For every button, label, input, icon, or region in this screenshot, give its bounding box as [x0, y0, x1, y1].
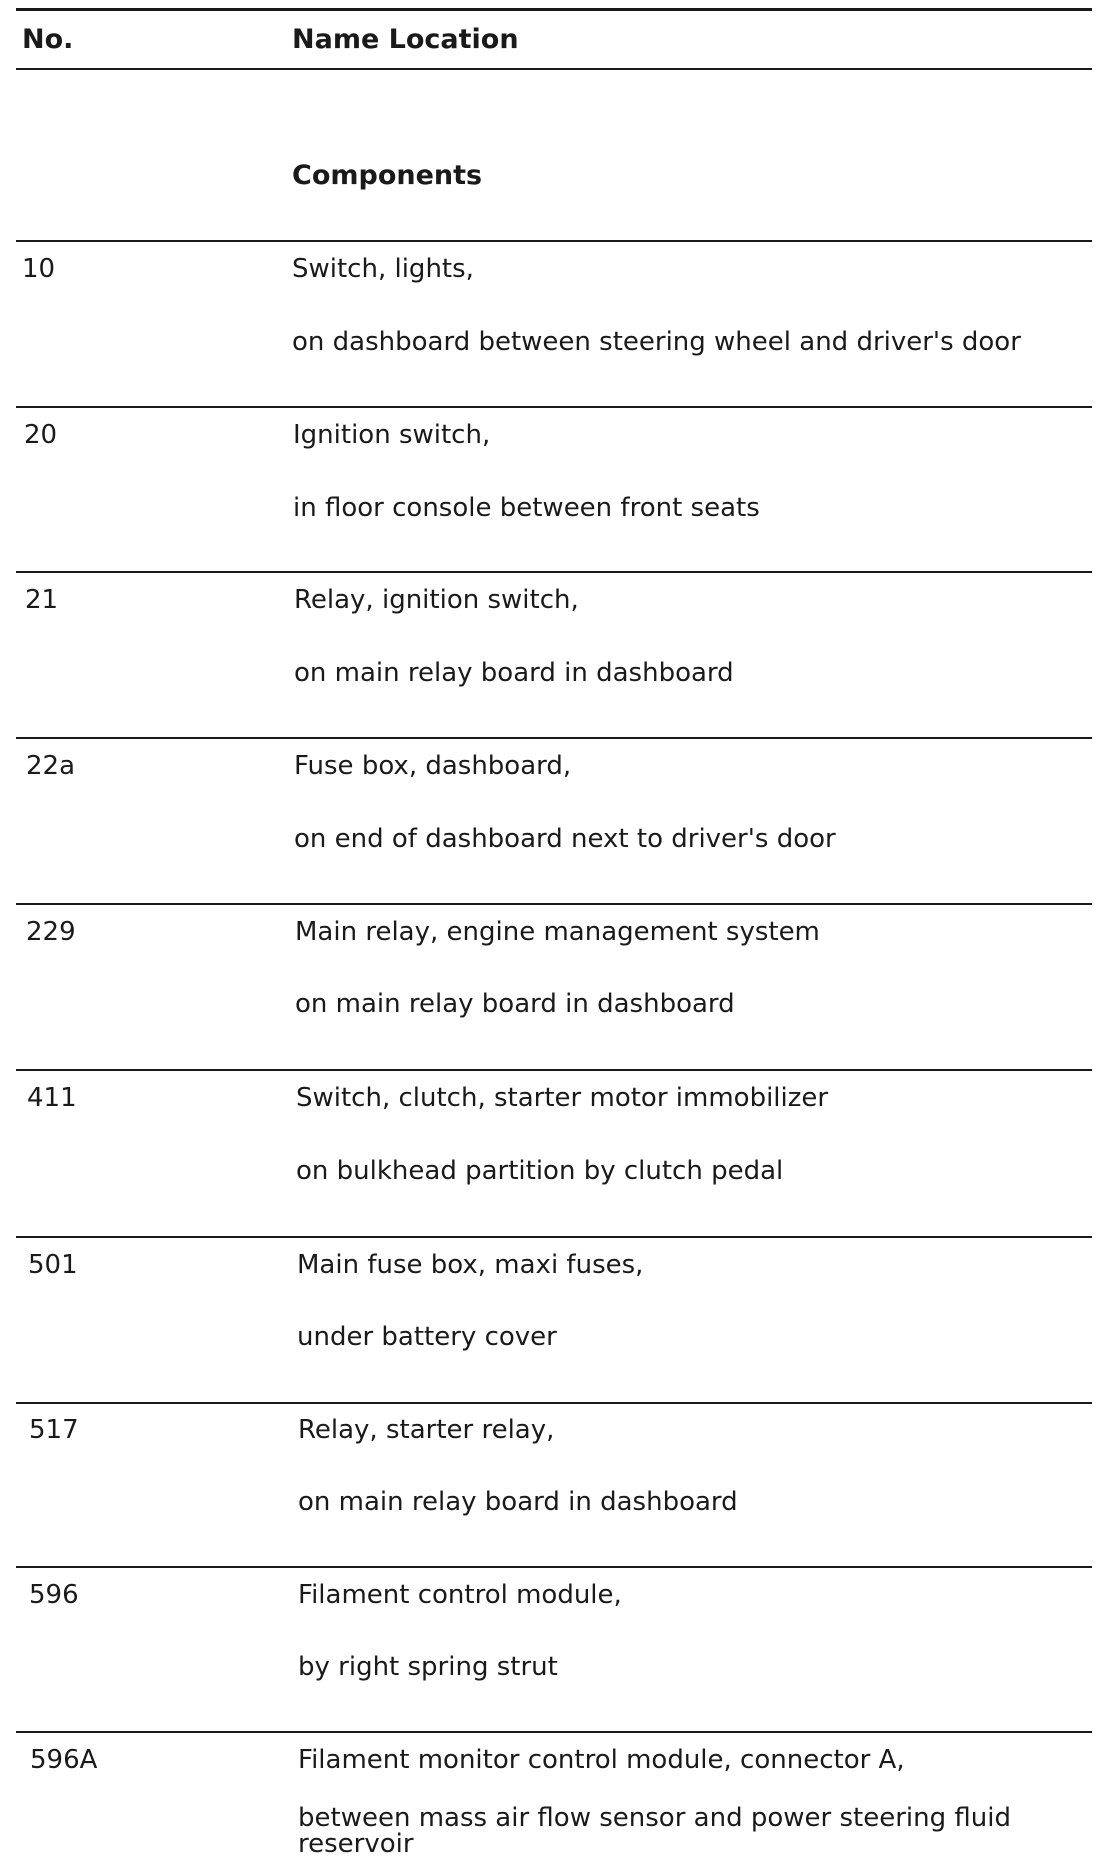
row-divider: [16, 903, 1092, 905]
component-location: under battery cover: [297, 1322, 557, 1352]
component-name: Switch, clutch, starter motor immobilizer: [296, 1083, 829, 1113]
component-location: on main relay board in dashboard: [295, 989, 735, 1019]
component-location: on dashboard between steering wheel and driver's door: [292, 327, 1021, 357]
component-location: on bulkhead partition by clutch pedal: [296, 1156, 784, 1186]
header-bottom-rule: [16, 68, 1092, 70]
row-divider: [16, 571, 1092, 573]
component-number: 22a: [26, 751, 76, 781]
component-number: 411: [27, 1083, 77, 1113]
table-top-rule: [16, 8, 1092, 11]
component-number: 596: [29, 1580, 79, 1610]
component-location: on end of dashboard next to driver's door: [294, 824, 836, 854]
component-location: between mass air flow sensor and power steering fluid reservoir: [298, 1803, 1011, 1859]
component-number: 517: [29, 1415, 79, 1445]
row-divider: [16, 1236, 1092, 1238]
column-header-no: No.: [22, 24, 74, 55]
row-divider: [16, 1069, 1092, 1071]
component-name: Main relay, engine management system: [295, 917, 820, 947]
column-header-name-location: Name Location: [292, 24, 519, 55]
component-number: 229: [26, 917, 76, 947]
row-divider: [16, 240, 1092, 242]
component-number: 10: [22, 254, 56, 284]
component-location: in floor console between front seats: [293, 493, 760, 523]
row-divider: [16, 1731, 1092, 1733]
component-name: Ignition switch,: [293, 420, 491, 450]
row-divider: [16, 737, 1092, 739]
component-number: 20: [24, 420, 58, 450]
component-name: Relay, ignition switch,: [294, 585, 579, 615]
row-divider: [16, 1566, 1092, 1568]
component-name: Main fuse box, maxi fuses,: [297, 1250, 644, 1280]
component-number: 596A: [30, 1745, 98, 1775]
component-number: 21: [25, 585, 59, 615]
component-name: Fuse box, dashboard,: [294, 751, 572, 781]
component-name: Filament monitor control module, connector A,: [298, 1745, 905, 1775]
row-divider: [16, 406, 1092, 408]
component-location: by right spring strut: [298, 1652, 558, 1682]
component-number: 501: [28, 1250, 78, 1280]
section-title: Components: [292, 160, 483, 191]
component-location: on main relay board in dashboard: [298, 1487, 738, 1517]
component-name: Switch, lights,: [292, 254, 474, 284]
component-name: Relay, starter relay,: [298, 1415, 555, 1445]
component-location: on main relay board in dashboard: [294, 658, 734, 688]
row-divider: [16, 1402, 1092, 1404]
component-name: Filament control module,: [298, 1580, 622, 1610]
